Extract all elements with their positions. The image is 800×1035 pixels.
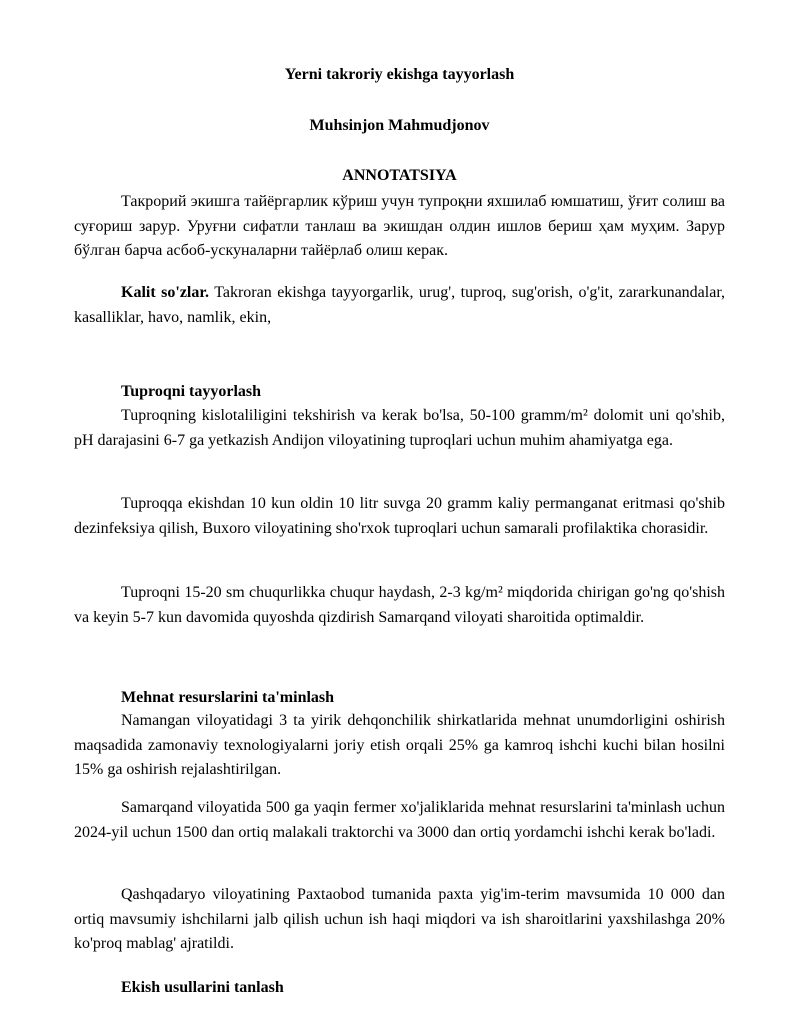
section-paragraph: Tuproqqa ekishdan 10 kun oldin 10 litr suvga 20 gramm kaliy permanganat eritmasi qo'shib dezinfeksiya qilish, Buxoro viloyatining sho'rxok tuproqlari uchun samarali profilaktika chorasidir.: [74, 495, 725, 537]
keywords-label: Kalit so'zlar.: [121, 284, 209, 301]
section-paragraph: Namangan viloyatidagi 3 ta yirik dehqonchilik shirkatlarida mehnat unumdorligini oshirish maqsadida zamonaviy texnologiyalarni joriy etish orqali 25% ga kamroq ishchi kuchi bilan hosilni 15% ga oshirish rejalashtirilgan.: [74, 712, 725, 778]
document-title: Yerni takroriy ekishga tayyorlash: [284, 66, 515, 83]
annotation-text: Такрорий экишга тайёргарлик кўриш учун тупроқни яхшилаб юмшатиш, ўғит солиш ва суғориш зарур. Уруғни сифатли танлаш ва экишдан олдин ишлов бериш ҳам муҳим. Зарур бўлган барча асбоб-ускуналарни тайёрлаб олиш керак.: [74, 193, 725, 259]
keywords-paragraph: [74, 281, 725, 330]
section-paragraph: Tuproqning kislotaliligini tekshirish va kerak bo'lsa, 50-100 gramm/m² dolomit uni qo'shib, pH darajasini 6-7 ga yetkazish Andijon viloyatining tuproqlari uchun muhim ahamiyatga ega.: [74, 407, 725, 449]
author-name: Muhsinjon Mahmudjonov: [309, 117, 490, 134]
section-heading-labor: Mehnat resurslarini ta'minlash: [121, 689, 335, 706]
section-paragraph: Tuproqni 15-20 sm chuqurlikka chuqur haydash, 2-3 kg/m² miqdorida chirigan go'ng qo'shish va keyin 5-7 kun davomida quyoshda qizdirish Samarqand viloyati sharoitida optimaldir.: [74, 584, 725, 626]
section-heading-soil: Tuproqni tayyorlash: [121, 383, 262, 400]
annotation-heading: ANNOTATSIYA: [342, 167, 457, 184]
section-paragraph: Samarqand viloyatida 500 ga yaqin fermer xo'jaliklarida mehnat resurslarini ta'minlash uchun 2024-yil uchun 1500 dan ortiq malakali traktorchi va 3000 dan ortiq yordamchi ishchi kerak bo'ladi.: [74, 799, 725, 841]
section-heading-sowing: Ekish usullarini tanlash: [121, 979, 284, 996]
section-paragraph: Qashqadaryo viloyatining Paxtaobod tumanida paxta yig'im-terim mavsumida 10 000 dan ortiq mavsumiy ishchilarni jalb qilish uchun ish haqi miqdori va ish sharoitlarini yaxshilashga 20% ko'proq mablag' ajratildi.: [74, 886, 725, 952]
keywords-text: Takroran ekishga tayyorgarlik, urug', tuproq, sug'orish, o'g'it, zararkunandalar, kasalliklar, havo, namlik, ekin,: [74, 284, 726, 326]
